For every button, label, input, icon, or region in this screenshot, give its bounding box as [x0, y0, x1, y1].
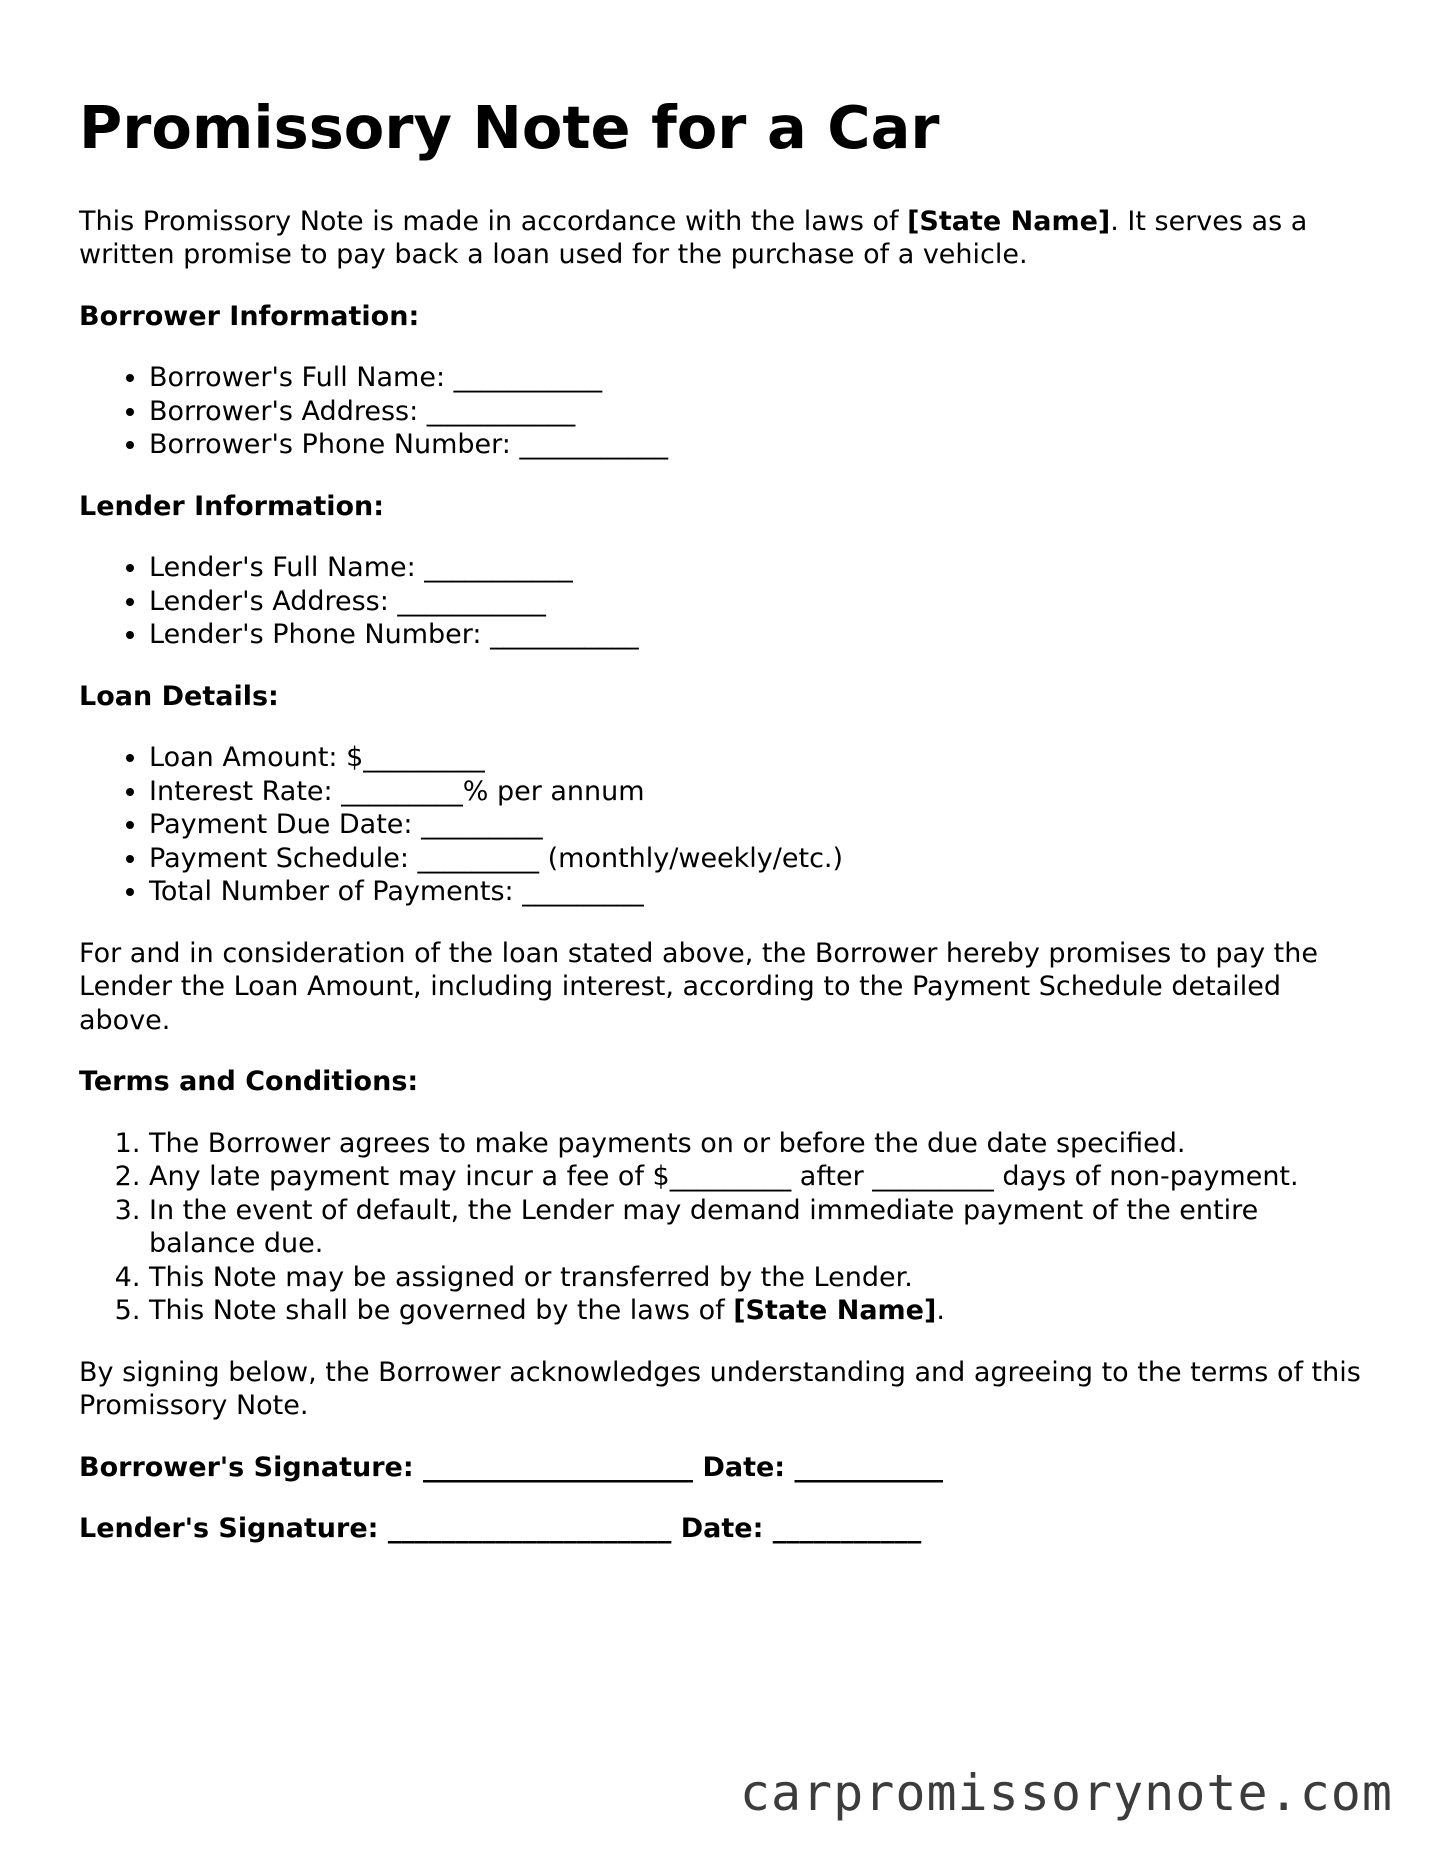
payment-schedule-item: • Payment Schedule: _________ (monthly/weekly/etc.): [149, 842, 1369, 876]
borrower-signature-line: Borrower's Signature: ____________________ Date: ___________: [79, 1451, 943, 1483]
total-payments-item: • Total Number of Payments: _________: [149, 875, 1369, 909]
borrower-list: [79, 361, 1369, 462]
term-item-5: [149, 1294, 1369, 1328]
document-title: Promissory Note for a Car: [79, 93, 940, 162]
loan-list: [79, 741, 1369, 909]
term-5-text-after: .: [936, 1295, 945, 1327]
site-watermark: carpromissorynote.com: [739, 1764, 1393, 1822]
borrower-heading: Borrower Information:: [79, 300, 420, 332]
borrower-address-item: • Borrower's Address: ___________: [149, 395, 1369, 429]
term-item-4: 4. This Note may be assigned or transferred by the Lender.: [149, 1261, 1369, 1295]
consideration-paragraph: For and in consideration of the loan stated above, the Borrower hereby promises to pay the Lender the Loan Amount, including interest, according to the Payment Schedule detailed above.: [79, 937, 1318, 1036]
intro-paragraph: [79, 205, 1369, 272]
intro-text-after: . It serves as a written promise to pay back a loan used for the purchase of a vehicle.: [79, 205, 1308, 271]
intro-state-placeholder: [State Name]: [907, 205, 1111, 237]
lender-heading: Lender Information:: [79, 490, 385, 522]
lender-phone-item: • Lender's Phone Number: ___________: [149, 618, 1369, 652]
borrower-phone-item: • Borrower's Phone Number: ___________: [149, 428, 1369, 462]
loan-heading: Loan Details:: [79, 680, 279, 712]
lender-list: [79, 551, 1369, 652]
term-item-2: 2. Any late payment may incur a fee of $_________ after _________ days of non-payment.: [149, 1160, 1369, 1194]
intro-text-before: This Promissory Note is made in accordance with the laws of: [79, 205, 908, 237]
borrower-name-item: • Borrower's Full Name: ___________: [149, 361, 1369, 395]
terms-list: [79, 1127, 1369, 1328]
term-5-text-before: This Note shall be governed by the laws of: [149, 1295, 734, 1327]
acknowledgement-paragraph: By signing below, the Borrower acknowledges understanding and agreeing to the terms of this Promissory Note.: [79, 1356, 1361, 1422]
term-item-3: 3. In the event of default, the Lender may demand immediate payment of the entire balance due.: [149, 1194, 1369, 1261]
interest-rate-item: • Interest Rate: _________% per annum: [149, 775, 1369, 809]
lender-address-item: • Lender's Address: ___________: [149, 585, 1369, 619]
term-item-1: 1. The Borrower agrees to make payments on or before the due date specified.: [149, 1127, 1369, 1161]
payment-due-date-item: • Payment Due Date: _________: [149, 808, 1369, 842]
terms-heading: Terms and Conditions:: [79, 1066, 419, 1098]
document: [79, 93, 1369, 1574]
loan-amount-item: • Loan Amount: $_________: [149, 741, 1369, 775]
term-5-state-placeholder: [State Name]: [733, 1295, 937, 1327]
lender-name-item: • Lender's Full Name: ___________: [149, 551, 1369, 585]
lender-signature-line: Lender's Signature: _____________________ Date: ___________: [79, 1513, 922, 1545]
